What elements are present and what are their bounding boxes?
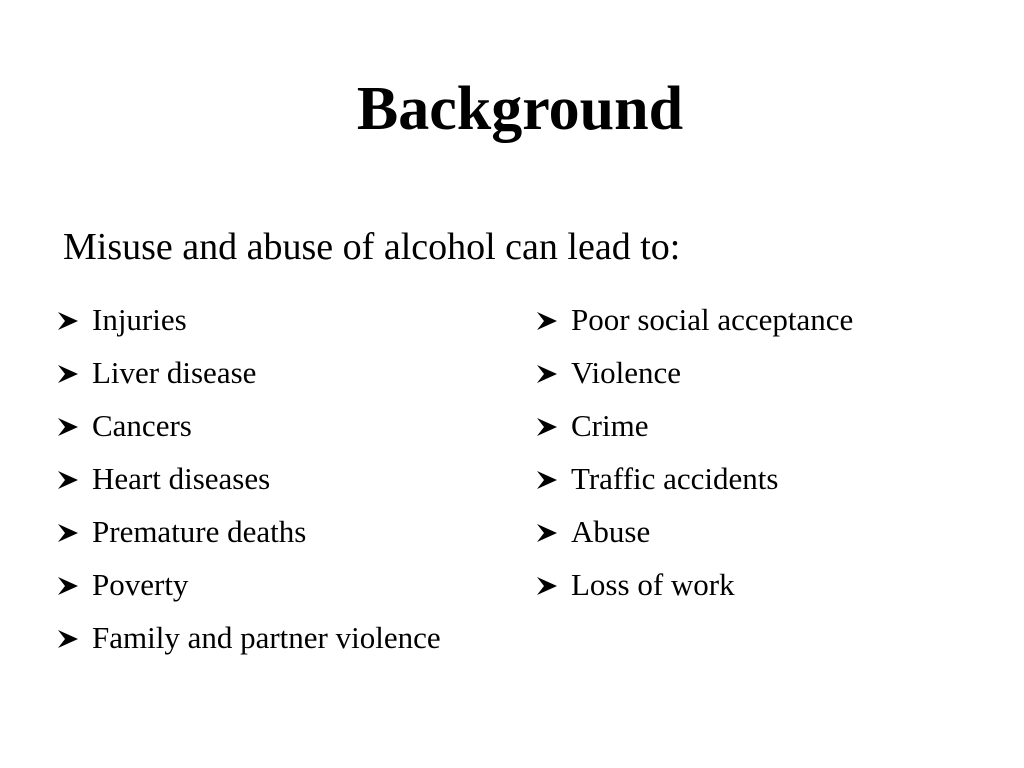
arrowhead-bullet-icon <box>56 574 80 598</box>
list-item-label: Liver disease <box>92 355 257 390</box>
arrowhead-bullet-icon <box>535 309 559 333</box>
bullet-list-left <box>56 298 476 669</box>
list-item <box>535 298 1005 342</box>
arrowhead-bullet-icon <box>535 415 559 439</box>
arrowhead-bullet-icon <box>56 362 80 386</box>
list-item-label: Loss of work <box>571 567 735 602</box>
list-item <box>535 351 1005 395</box>
list-item-label: Traffic accidents <box>571 461 779 496</box>
list-item-label: Violence <box>571 355 682 390</box>
list-item <box>535 457 1005 501</box>
list-item <box>56 510 476 554</box>
arrowhead-bullet-icon <box>535 521 559 545</box>
list-item <box>56 616 476 660</box>
arrowhead-bullet-icon <box>56 468 80 492</box>
list-item-label: Injuries <box>92 302 187 337</box>
arrowhead-bullet-icon <box>56 415 80 439</box>
list-item-label: Crime <box>571 408 649 443</box>
list-item-label: Poor social acceptance <box>571 302 854 337</box>
list-item-label: Premature deaths <box>92 514 307 549</box>
arrowhead-bullet-icon <box>56 627 80 651</box>
slide-title: Background <box>356 75 684 143</box>
arrowhead-bullet-icon <box>535 574 559 598</box>
list-item-label: Heart diseases <box>92 461 271 496</box>
arrowhead-bullet-icon <box>56 309 80 333</box>
list-item <box>535 510 1005 554</box>
list-item <box>535 563 1005 607</box>
list-item <box>56 351 476 395</box>
list-item <box>535 404 1005 448</box>
list-item <box>56 457 476 501</box>
list-item-label: Family and partner violence <box>92 620 441 655</box>
list-item-label: Cancers <box>92 408 192 443</box>
list-item <box>56 404 476 448</box>
arrowhead-bullet-icon <box>56 521 80 545</box>
bullet-list-right <box>535 298 1005 616</box>
arrowhead-bullet-icon <box>535 362 559 386</box>
arrowhead-bullet-icon <box>535 468 559 492</box>
list-item <box>56 298 476 342</box>
list-item-label: Poverty <box>92 567 189 602</box>
list-item-label: Abuse <box>571 514 651 549</box>
slide-intro: Misuse and abuse of alcohol can lead to: <box>63 226 681 268</box>
list-item <box>56 563 476 607</box>
